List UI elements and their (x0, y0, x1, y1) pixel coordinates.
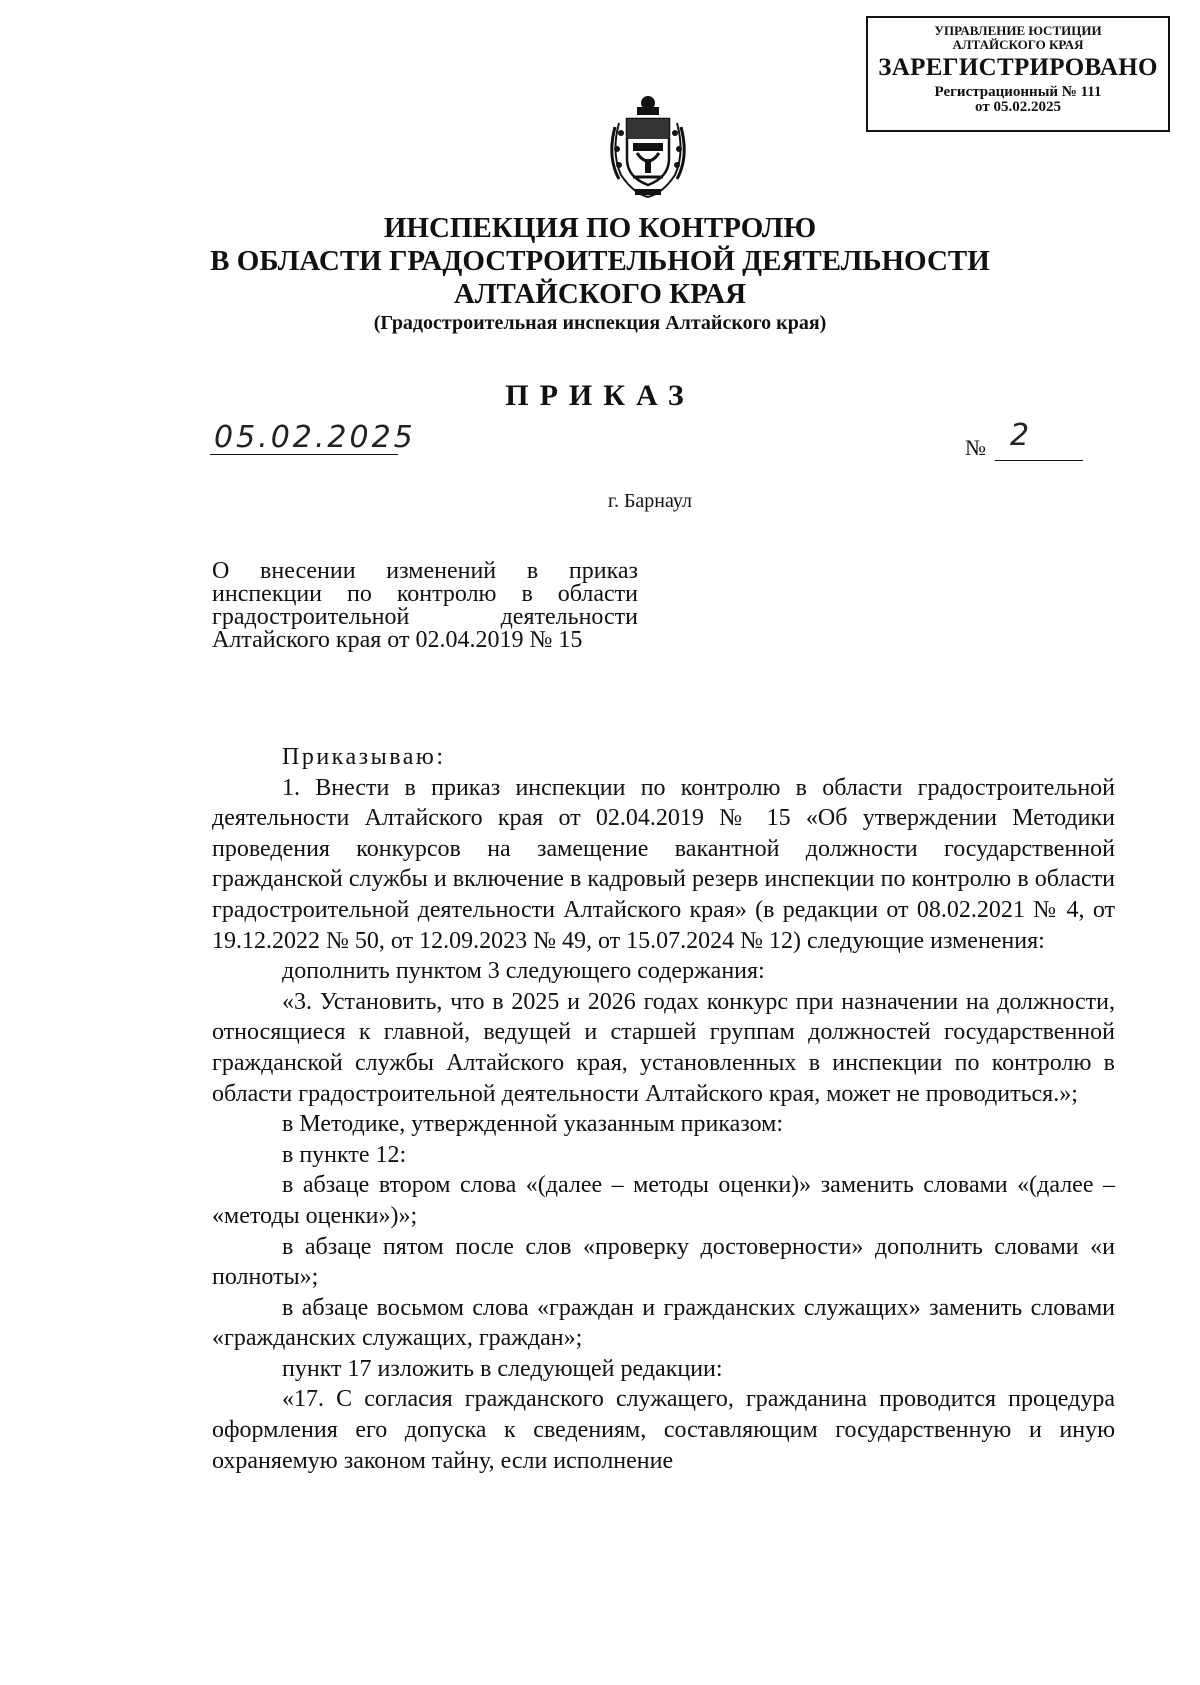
date-underline (210, 454, 398, 455)
order-number-label: № (965, 435, 986, 460)
organization-name (0, 212, 1200, 311)
stamp-reg-number: Регистрационный № 111 (934, 83, 1102, 100)
org-line2: В ОБЛАСТИ ГРАДОСТРОИТЕЛЬНОЙ ДЕЯТЕЛЬНОСТИ (210, 245, 990, 277)
order-number: 2 (1010, 418, 1030, 453)
paragraph: в абзаце пятом после слов «проверку достоверности» дополнить словами «и полноты»; (212, 1233, 1115, 1291)
city: г. Барнаул (608, 490, 692, 512)
stamp-line1: УПРАВЛЕНИЕ ЮСТИЦИИ (934, 23, 1102, 38)
paragraph: «3. Установить, что в 2025 и 2026 годах конкурс при назначении на должности, относящиеся к главной, ведущей и старшей группам должностей государственной гражданской службы Алтайского края, установленных в инспекции по контролю в области градостроительной деятельности Алтайского края, может не проводиться.»; (212, 988, 1115, 1107)
paragraph: «17. С согласия гражданского служащего, гражданина проводится процедура оформления его допуска к сведениям, составляющим государственную и иную охраняемую законом тайну, если исполнение (212, 1386, 1115, 1474)
registration-stamp (866, 16, 1170, 132)
order-date: 05.02.2025 (214, 420, 416, 455)
document-type: ПРИКАЗ (505, 379, 695, 412)
paragraph-item-1: 1. Внести в приказ инспекции по контролю в области градостроительной деятельности Алтайского края от 02.04.2019 № 15 «Об утверждении Методики проведения конкурсов на замещение вакантной должности государственной гражданской службы и включение в кадровый резерв инспекции по контролю в области градостроительной деятельности Алтайского края» (в редакции от 08.02.2021 № 4, от 19.12.2022 № 50, от 12.09.2023 № 49, от 15.07.2024 № 12) следующие изменения: (212, 774, 1115, 954)
stamp-reg-date: от 05.02.2025 (975, 99, 1061, 116)
paragraph: в Методике, утвержденной указанным приказом: (282, 1111, 784, 1138)
coat-of-arms-icon (607, 93, 689, 200)
paragraph: в абзаце втором слова «(далее – методы оценки)» заменить словами «(далее – «методы оценки»)»; (212, 1172, 1115, 1229)
paragraph: в пункте 12: (282, 1141, 407, 1168)
number-underline (995, 460, 1083, 461)
order-preamble: Приказываю: (282, 744, 446, 770)
stamp-title: ЗАРЕГИСТРИРОВАНО (878, 54, 1158, 82)
organization-short-name: (Градостроительная инспекция Алтайского края) (373, 312, 827, 334)
order-body (212, 742, 1115, 1476)
org-line3: АЛТАЙСКОГО КРАЯ (453, 278, 747, 310)
order-subject: О внесении изменений в приказ инспекции по контролю в области градостроительной деятельности Алтайского края от 02.04.2019 № 15 (212, 558, 638, 653)
stamp-line2: АЛТАЙСКОГО КРАЯ (952, 36, 1084, 52)
org-line1: ИНСПЕКЦИЯ ПО КОНТРОЛЮ (383, 212, 817, 244)
paragraph: пункт 17 изложить в следующей редакции: (282, 1355, 723, 1382)
paragraph: дополнить пунктом 3 следующего содержания: (282, 958, 765, 985)
paragraph: в абзаце восьмом слова «граждан и гражданских служащих» заменить словами «гражданских служащих, граждан»; (212, 1294, 1115, 1352)
